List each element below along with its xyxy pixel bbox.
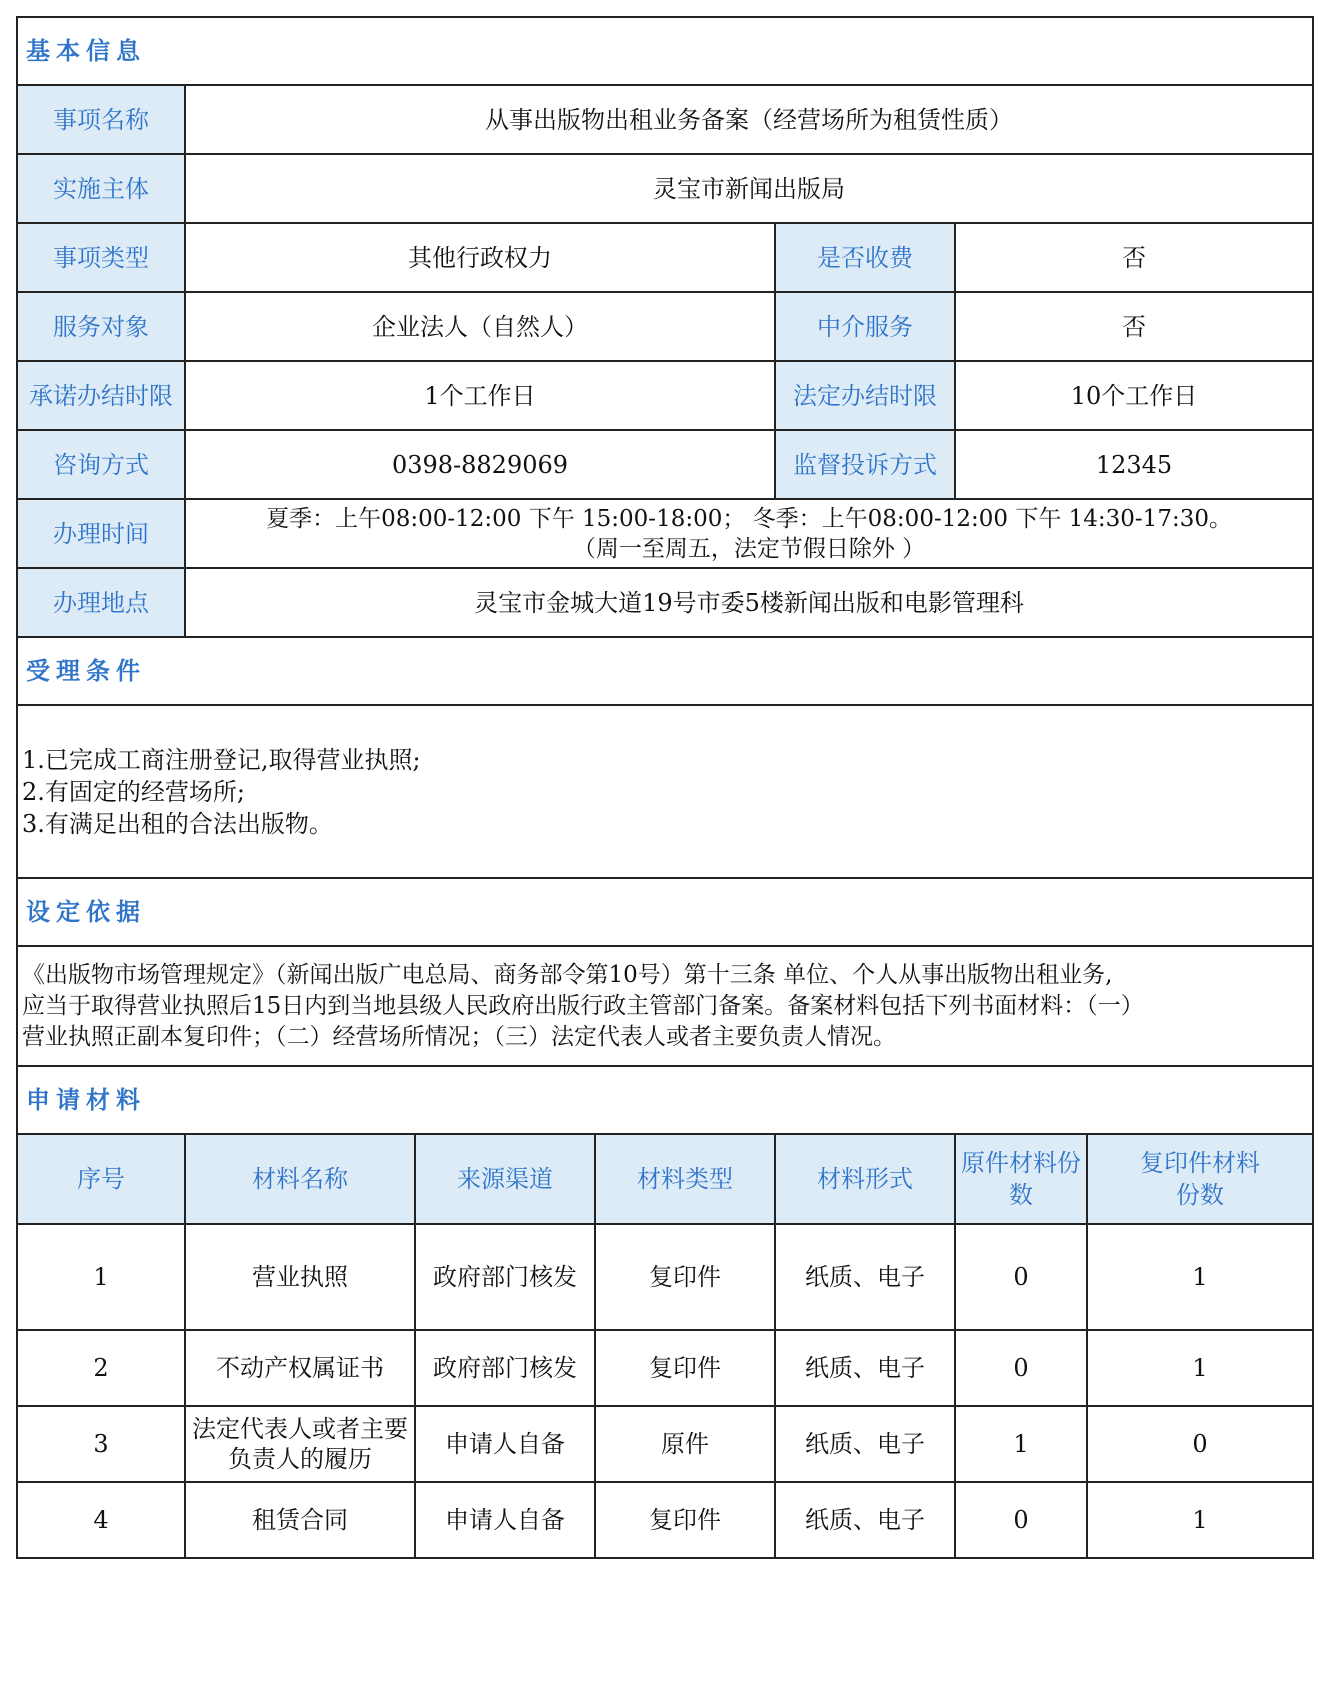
material-type: 原件 xyxy=(595,1406,775,1482)
col-header-source: 来源渠道 xyxy=(415,1134,595,1224)
table-row xyxy=(17,1482,1313,1558)
material-seq: 1 xyxy=(17,1224,185,1330)
conditions-list xyxy=(17,705,1313,878)
material-form: 纸质、电子 xyxy=(775,1330,955,1406)
material-seq: 4 xyxy=(17,1482,185,1558)
basis-line: 应当于取得营业执照后15日内到当地县级人民政府出版行政主管部门备案。备案材料包括下列书面材料：（一） xyxy=(22,992,1144,1019)
material-source: 申请人自备 xyxy=(415,1406,595,1482)
basis-line: 《出版物市场管理规定》（新闻出版广电总局、商务部令第10号）第十三条 单位、个人从事出版物出租业务, xyxy=(22,961,1113,988)
section-basic-title: 基本信息 xyxy=(17,17,1313,85)
material-seq: 3 xyxy=(17,1406,185,1482)
material-copy-count: 0 xyxy=(1087,1406,1313,1482)
material-name: 不动产权属证书 xyxy=(185,1330,415,1406)
agency-service-value: 否 xyxy=(955,292,1313,361)
legal-time-value: 10个工作日 xyxy=(955,361,1313,430)
col-header-seq: 序号 xyxy=(17,1134,185,1224)
authority-label: 实施主体 xyxy=(17,154,185,223)
material-name-line: 法定代表人或者主要 xyxy=(192,1415,408,1443)
item-name-value: 从事出版物出租业务备案（经营场所为租赁性质） xyxy=(185,85,1313,154)
basis-paragraph xyxy=(17,946,1313,1066)
col-header-name: 材料名称 xyxy=(185,1134,415,1224)
authority-value: 灵宝市新闻出版局 xyxy=(185,154,1313,223)
office-hours-value xyxy=(185,499,1313,568)
material-source: 申请人自备 xyxy=(415,1482,595,1558)
consult-label: 咨询方式 xyxy=(17,430,185,499)
material-name-line: 负责人的履历 xyxy=(228,1445,372,1473)
material-original-count: 0 xyxy=(955,1330,1087,1406)
material-original-count: 0 xyxy=(955,1482,1087,1558)
material-type: 复印件 xyxy=(595,1224,775,1330)
material-form: 纸质、电子 xyxy=(775,1482,955,1558)
material-copy-count: 1 xyxy=(1087,1330,1313,1406)
material-name: 租赁合同 xyxy=(185,1482,415,1558)
col-header-type: 材料类型 xyxy=(595,1134,775,1224)
info-table xyxy=(16,16,1314,1559)
material-copy-count: 1 xyxy=(1087,1482,1313,1558)
table-row xyxy=(17,1406,1313,1482)
fee-label: 是否收费 xyxy=(775,223,955,292)
col-header-original-count xyxy=(955,1134,1087,1224)
material-form: 纸质、电子 xyxy=(775,1224,955,1330)
complaint-label: 监督投诉方式 xyxy=(775,430,955,499)
service-target-label: 服务对象 xyxy=(17,292,185,361)
material-seq: 2 xyxy=(17,1330,185,1406)
material-copy-count: 1 xyxy=(1087,1224,1313,1330)
promise-time-label: 承诺办结时限 xyxy=(17,361,185,430)
basis-line: 营业执照正副本复印件；（二）经营场所情况；（三）法定代表人或者主要负责人情况。 xyxy=(22,1023,896,1050)
col-header-form: 材料形式 xyxy=(775,1134,955,1224)
table-row xyxy=(17,1330,1313,1406)
section-materials-title: 申请材料 xyxy=(17,1066,1313,1134)
location-label: 办理地点 xyxy=(17,568,185,637)
item-type-label: 事项类型 xyxy=(17,223,185,292)
material-name: 营业执照 xyxy=(185,1224,415,1330)
material-source: 政府部门核发 xyxy=(415,1224,595,1330)
condition-item: 1.已完成工商注册登记,取得营业执照; xyxy=(22,745,421,774)
fee-value: 否 xyxy=(955,223,1313,292)
material-type: 复印件 xyxy=(595,1330,775,1406)
service-target-value: 企业法人（自然人） xyxy=(185,292,775,361)
section-basis-title: 设定依据 xyxy=(17,878,1313,946)
office-hours-label: 办理时间 xyxy=(17,499,185,568)
office-hours-line-2: （周一至周五，法定节假日除外 ） xyxy=(572,535,926,562)
material-original-count: 1 xyxy=(955,1406,1087,1482)
section-conditions-title: 受理条件 xyxy=(17,637,1313,705)
promise-time-value: 1个工作日 xyxy=(185,361,775,430)
location-value: 灵宝市金城大道19号市委5楼新闻出版和电影管理科 xyxy=(185,568,1313,637)
material-original-count: 0 xyxy=(955,1224,1087,1330)
agency-service-label: 中介服务 xyxy=(775,292,955,361)
col-header-original-count-line: 数 xyxy=(1009,1181,1033,1209)
consult-phone: 0398-8829069 xyxy=(185,430,775,499)
complaint-phone: 12345 xyxy=(955,430,1313,499)
office-hours-line-1: 夏季：上午08:00-12:00 下午 15:00-18:00； 冬季：上午08:00-12:00 下午 14:30-17:30。 xyxy=(266,505,1232,532)
col-header-copy-count-line: 份数 xyxy=(1176,1181,1225,1209)
condition-item: 3.有满足出租的合法出版物。 xyxy=(22,809,333,838)
legal-time-label: 法定办结时限 xyxy=(775,361,955,430)
item-type-value: 其他行政权力 xyxy=(185,223,775,292)
col-header-copy-count xyxy=(1087,1134,1313,1224)
condition-item: 2.有固定的经营场所; xyxy=(22,777,245,806)
material-name xyxy=(185,1406,415,1482)
material-source: 政府部门核发 xyxy=(415,1330,595,1406)
item-name-label: 事项名称 xyxy=(17,85,185,154)
col-header-copy-count-line: 复印件材料 xyxy=(1140,1149,1261,1177)
material-form: 纸质、电子 xyxy=(775,1406,955,1482)
service-item-sheet xyxy=(16,16,1312,1559)
material-type: 复印件 xyxy=(595,1482,775,1558)
table-row xyxy=(17,1224,1313,1330)
col-header-original-count-line: 原件材料份 xyxy=(961,1149,1081,1177)
